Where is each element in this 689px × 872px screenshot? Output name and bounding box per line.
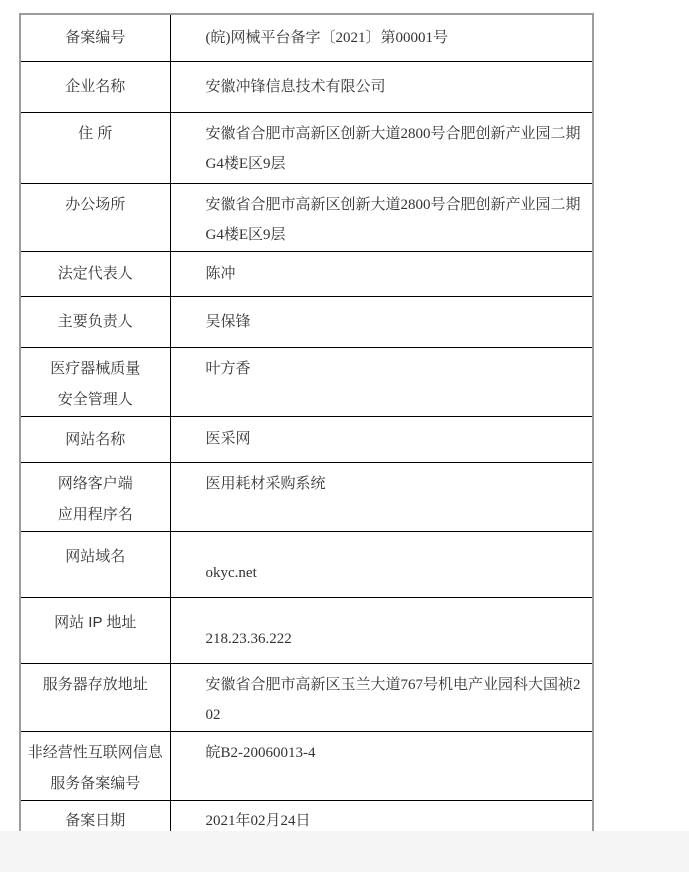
- row-value: 皖B2-20060013-4: [170, 731, 593, 800]
- row-value: 2021年02月24日: [170, 800, 593, 842]
- table-row: [20, 731, 593, 800]
- row-label-text: 企业名称: [65, 78, 126, 95]
- row-label: [20, 347, 170, 416]
- row-label-text: 备案编号: [65, 29, 126, 47]
- row-label: [20, 14, 170, 61]
- row-label: [20, 112, 170, 183]
- row-label: [20, 183, 170, 251]
- bottom-strip: [0, 831, 689, 872]
- row-value: (皖)网械平台备字〔2021〕第00001号: [170, 14, 593, 61]
- table-row: [20, 416, 593, 462]
- row-label: [20, 531, 170, 597]
- row-label: [20, 296, 170, 347]
- table-row: [20, 14, 593, 61]
- row-label: [20, 416, 170, 462]
- row-value: 安徽省合肥市高新区创新大道2800号合肥创新产业园二期G4楼E区9层: [170, 183, 593, 251]
- row-label-text: 办公场所: [65, 195, 126, 213]
- table-row: [20, 531, 593, 597]
- row-label: [20, 462, 170, 531]
- row-value: 医用耗材采购系统: [170, 462, 593, 531]
- filing-info-table: [19, 13, 594, 843]
- row-value: 218.23.36.222: [170, 597, 593, 663]
- row-label-text: 网络客户端: [57, 474, 133, 492]
- table-row: [20, 112, 593, 183]
- row-value: okyc.net: [170, 531, 593, 597]
- table-row: [20, 663, 593, 731]
- row-label-text: 服务备案编号: [50, 774, 141, 792]
- row-label-text: 网站域名: [65, 547, 126, 565]
- row-label-text: 主要负责人: [57, 313, 133, 330]
- row-label-text: 非经营性互联网信息: [27, 743, 163, 761]
- row-label-text: 医疗器械质量: [50, 359, 141, 377]
- row-label-text: 住 所: [78, 124, 113, 142]
- row-value: 安徽省合肥市高新区玉兰大道767号机电产业园科大国祯202: [170, 663, 593, 731]
- row-label: [20, 61, 170, 112]
- row-label-text: 网站名称: [65, 430, 126, 448]
- table-row: [20, 61, 593, 112]
- table-row: [20, 462, 593, 531]
- row-value: 安徽冲锋信息技术有限公司: [170, 61, 593, 112]
- row-label-text: 应用程序名: [57, 505, 133, 523]
- table-row: [20, 597, 593, 663]
- row-value: 叶方香: [170, 347, 593, 416]
- row-label-text: 备案日期: [65, 812, 126, 830]
- row-label: [20, 731, 170, 800]
- row-value: 医采网: [170, 416, 593, 462]
- row-label: [20, 251, 170, 296]
- row-label-text: 网站 IP 地址: [54, 613, 137, 631]
- table-row: [20, 296, 593, 347]
- row-label-text: 法定代表人: [57, 265, 133, 282]
- row-value: 陈冲: [170, 251, 593, 296]
- table-row: [20, 251, 593, 296]
- row-value: 安徽省合肥市高新区创新大道2800号合肥创新产业园二期G4楼E区9层: [170, 112, 593, 183]
- row-value: 吴保锋: [170, 296, 593, 347]
- row-label: [20, 663, 170, 731]
- table-row: [20, 347, 593, 416]
- row-label: [20, 597, 170, 663]
- table-row: [20, 183, 593, 251]
- row-label-text: 安全管理人: [57, 390, 133, 408]
- row-label-text: 服务器存放地址: [42, 675, 148, 693]
